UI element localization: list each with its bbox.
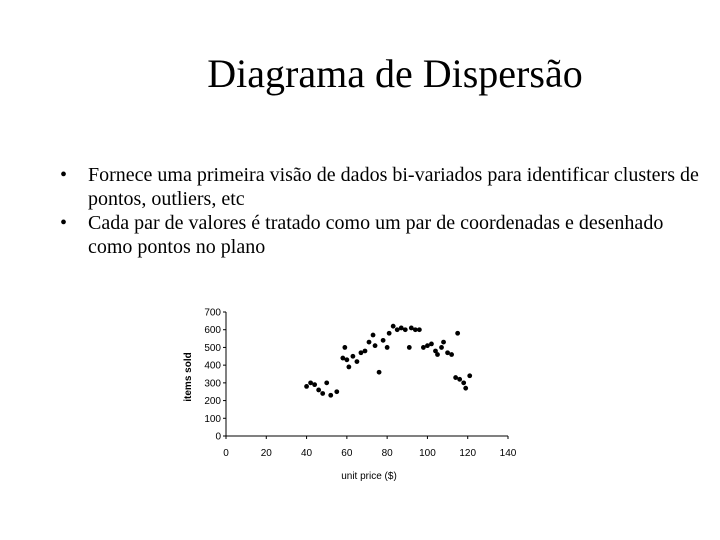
bullet-marker: • <box>60 164 68 186</box>
data-point <box>334 389 339 394</box>
data-point <box>344 357 349 362</box>
data-point <box>435 352 440 357</box>
data-point <box>449 352 454 357</box>
data-point <box>439 345 444 350</box>
y-tick-label: 200 <box>204 396 221 408</box>
data-point <box>441 340 446 345</box>
data-point <box>342 345 347 350</box>
bullet-text: Fornece uma primeira visão de dados bi-variados para identificar clusters de pontos, outliers, etc <box>88 164 699 210</box>
data-point <box>467 373 472 378</box>
data-point <box>455 331 460 336</box>
bullet-marker: • <box>60 212 68 234</box>
data-point <box>320 391 325 396</box>
data-point <box>346 365 351 370</box>
y-axis-label: items sold <box>183 352 194 402</box>
data-point <box>417 327 422 332</box>
data-point <box>363 349 368 354</box>
x-axis-label: unit price ($) <box>341 471 397 482</box>
x-tick-label: 60 <box>341 448 353 459</box>
data-point <box>373 343 378 348</box>
bullet-list <box>60 163 700 259</box>
x-axis <box>223 436 517 459</box>
bullet-item <box>60 211 700 259</box>
data-point <box>403 327 408 332</box>
y-tick-label: 500 <box>204 342 221 354</box>
data-point <box>377 370 382 375</box>
data-point <box>463 386 468 391</box>
y-tick-label: 0 <box>215 431 221 443</box>
data-point <box>381 338 386 343</box>
data-point <box>429 341 434 346</box>
data-point <box>385 345 390 350</box>
data-point <box>351 354 356 359</box>
data-point <box>304 384 309 389</box>
data-point <box>407 345 412 350</box>
data-point <box>457 377 462 382</box>
data-point <box>324 380 329 385</box>
x-tick-label: 120 <box>459 448 477 459</box>
y-tick-label: 700 <box>204 307 221 319</box>
x-tick-label: 100 <box>419 448 436 459</box>
x-tick-label: 80 <box>381 448 393 459</box>
bullet-text: Cada par de valores é tratado como um par de coordenadas e desenhado como pontos no plano <box>88 212 664 258</box>
y-axis <box>204 308 226 443</box>
data-point <box>367 340 372 345</box>
data-point <box>461 380 466 385</box>
data-point <box>312 382 317 387</box>
scatter-chart <box>178 300 538 490</box>
y-tick-label: 600 <box>204 325 221 337</box>
y-tick-label: 300 <box>204 378 221 390</box>
x-tick-label: 20 <box>260 448 272 459</box>
x-tick-label: 40 <box>301 448 313 459</box>
slide-title: Diagrama de Dispersão <box>207 51 583 96</box>
data-point <box>391 324 396 329</box>
data-point <box>355 359 360 364</box>
x-tick-label: 0 <box>223 448 229 459</box>
y-tick-label: 100 <box>204 413 221 425</box>
data-point <box>316 388 321 393</box>
x-tick-label: 140 <box>499 448 517 459</box>
data-points <box>304 324 472 398</box>
data-point <box>328 393 333 398</box>
data-point <box>371 333 376 338</box>
data-point <box>387 331 392 336</box>
bullet-item <box>60 163 700 211</box>
y-tick-label: 400 <box>204 360 221 372</box>
